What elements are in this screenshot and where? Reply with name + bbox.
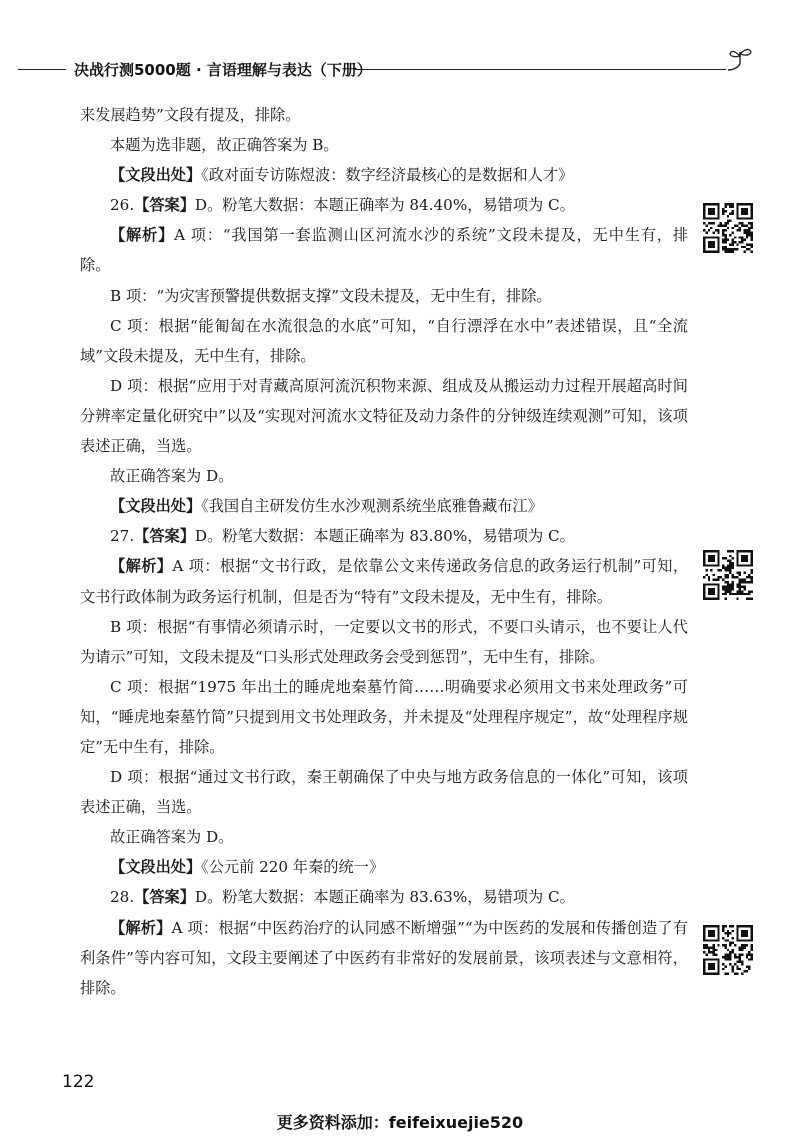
paragraph: D 项：根据“通过文书行政，秦王朝确保了中央与地方政务信息的一体化”可知，该项表述正确，当选。 xyxy=(80,768,688,817)
analysis-tag: 【解析】 xyxy=(110,557,173,576)
answer-tag: 【答案】 xyxy=(134,888,195,907)
answer-tag: 【答案】 xyxy=(134,527,195,546)
header-rule-right xyxy=(354,69,726,70)
answer-line-27 xyxy=(80,521,688,551)
qr-code-icon[interactable] xyxy=(703,925,753,975)
source-tag: 【文段出处】 xyxy=(110,497,202,516)
footer-note: 更多资料添加：feifeixuejie520 xyxy=(276,1113,524,1132)
source-tag: 【文段出处】 xyxy=(110,166,202,185)
paragraph: 故正确答案为 D。 xyxy=(110,828,234,847)
source-tag: 【文段出处】 xyxy=(110,858,202,877)
analysis-tag: 【解析】 xyxy=(110,918,172,937)
analysis-text: A 项：“我国第一套监测山区河流水沙的系统”文段未提及，无中生有，排除。 xyxy=(80,226,689,275)
question-number: 28. xyxy=(110,888,135,907)
answer-line-28 xyxy=(80,882,688,912)
source-line xyxy=(80,160,688,190)
answer-line-26 xyxy=(80,190,688,220)
paragraph: 本题为选非题，故正确答案为 B。 xyxy=(110,136,339,155)
paragraph: B 项：“为灾害预警提供数据支撑”文段未提及，无中生有，排除。 xyxy=(110,286,552,305)
page-number: 122 xyxy=(62,1072,95,1092)
question-number: 26. xyxy=(110,196,135,215)
paragraph: C 项：根据“1975 年出土的睡虎地秦墓竹简……明确要求必须用文书来处理政务”可知，“睡虎地秦墓竹简”只提到用文书处理政务，并未提及“处理程序规定”，故“处理程序规定”无中生有，排除。 xyxy=(80,677,688,756)
paragraph: C 项：根据“能匍匐在水流很急的水底”可知，“自行漂浮在水中”表述错误，且“全流域”文段未提及，无中生有，排除。 xyxy=(80,316,688,365)
paragraph: B 项：根据“有事情必须请示时，一定要以文书的形式，不要口头请示，也不要让人代为请示”可知，文段未提及“口头形式处理政务会受到惩罚”，无中生有，排除。 xyxy=(80,617,688,666)
analysis-tag: 【解析】 xyxy=(110,226,175,245)
answer-tag: 【答案】 xyxy=(134,196,195,215)
sprout-icon xyxy=(724,44,756,76)
source-line xyxy=(80,491,688,521)
paragraph: D 项：根据“应用于对青藏高原河流沉积物来源、组成及从搬运动力过程开展超高时间分辨率定量化研究中”以及“实现对河流水文特征及动力条件的分钟级连续观测”可知，该项表述正确，当选。 xyxy=(80,376,688,456)
question-number: 27. xyxy=(110,527,135,546)
paragraph: 来发展趋势”文段有提及，排除。 xyxy=(80,106,301,124)
analysis-text: A 项：根据“中医药治疗的认同感不断增强”“为中医药的发展和传播创造了有利条件”等内容可知，文段主要阐述了中医药有非常好的发展前景，该项表述与文意相符，排除。 xyxy=(80,918,688,997)
analysis-line xyxy=(80,551,688,611)
header-rule-left xyxy=(18,69,66,70)
header-title: 决战行测5000题 · 言语理解与表达（下册） xyxy=(74,61,372,79)
source-text: 《政对面专访陈煜波：数字经济最核心的是数据和人才》 xyxy=(201,166,574,185)
running-header xyxy=(18,58,756,82)
source-line xyxy=(80,852,688,882)
answer-text: D。粉笔大数据：本题正确率为 84.40%，易错项为 C。 xyxy=(194,196,575,215)
answer-text: D。粉笔大数据：本题正确率为 83.63%，易错项为 C。 xyxy=(194,888,575,907)
paragraph: 故正确答案为 D。 xyxy=(110,467,234,486)
qr-code-icon[interactable] xyxy=(703,550,753,600)
analysis-text: A 项：根据“文书行政，是依靠公文来传递政务信息的政务运行机制”可知，文书行政体制为政务运行机制，但是否为“特有”文段未提及，无中生有，排除。 xyxy=(80,557,689,606)
analysis-line xyxy=(80,220,688,280)
source-text: 《公元前 220 年秦的统一》 xyxy=(201,858,385,877)
source-text: 《我国自主研发仿生水沙观测系统坐底雅鲁藏布江》 xyxy=(201,497,543,516)
answer-content xyxy=(80,100,688,1003)
analysis-line xyxy=(80,913,688,1003)
answer-text: D。粉笔大数据：本题正确率为 83.80%，易错项为 C。 xyxy=(194,527,575,546)
qr-code-icon[interactable] xyxy=(703,203,753,253)
